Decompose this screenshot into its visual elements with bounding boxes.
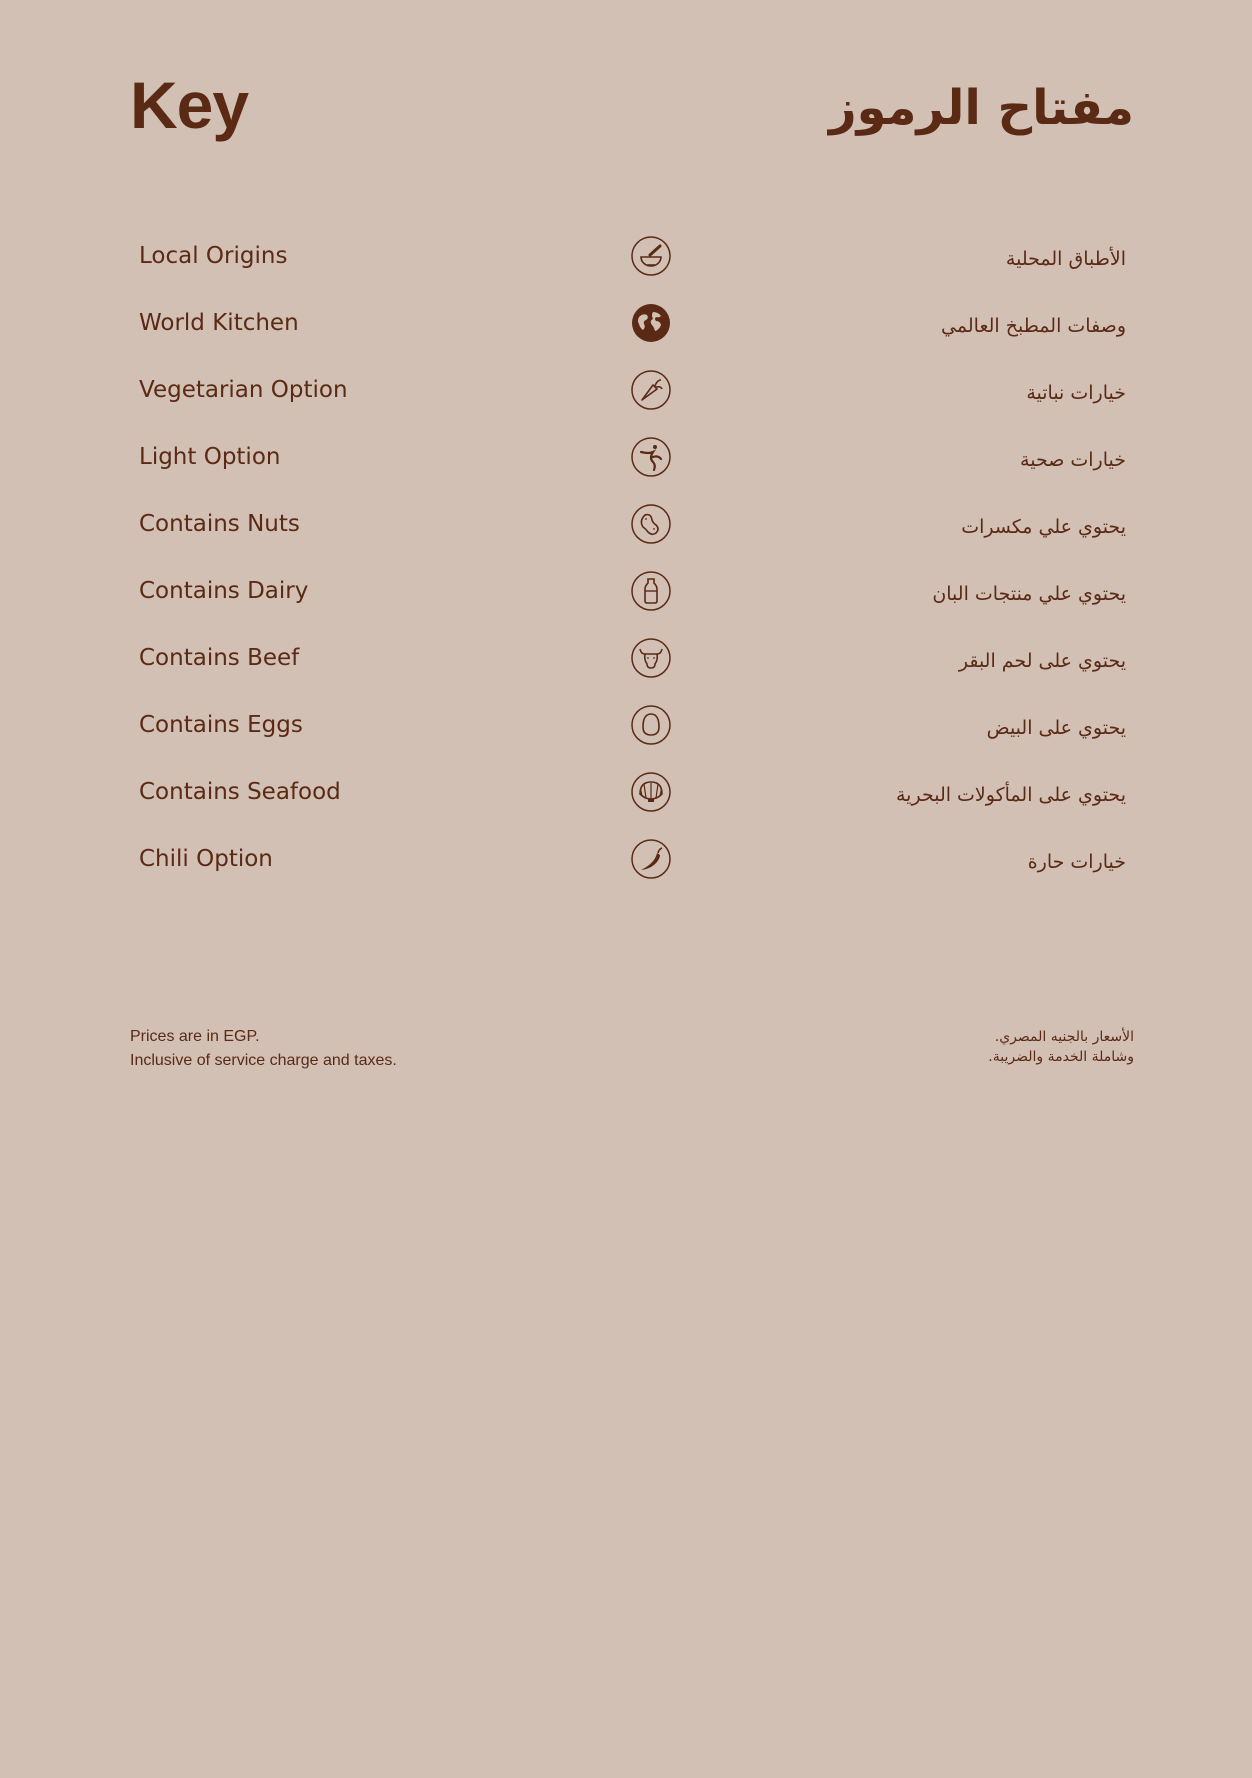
globe-icon	[631, 303, 671, 343]
legend-row-world-kitchen	[0, 295, 1252, 351]
chili-icon	[631, 839, 671, 879]
legend-label-ar: الأطباق المحلية	[1005, 248, 1126, 270]
legend-label-en: Local Origins	[139, 243, 288, 269]
carrot-icon	[631, 370, 671, 410]
shell-icon	[631, 772, 671, 812]
legend-label-en: Contains Seafood	[139, 779, 341, 805]
milk-bottle-icon	[631, 571, 671, 611]
legend-label-ar: خيارات صحية	[1020, 449, 1126, 471]
legend-label-en: Chili Option	[139, 846, 273, 872]
peanut-icon	[631, 504, 671, 544]
legend-label-ar: يحتوي علي منتجات البان	[932, 583, 1126, 605]
legend-label-ar: يحتوي على المأكولات البحرية	[895, 784, 1126, 806]
note-line: الأسعار بالجنيه المصري.	[994, 1029, 1134, 1045]
legend-row-light-option	[0, 429, 1252, 485]
runner-icon	[631, 437, 671, 477]
legend-label-en: Contains Beef	[139, 645, 300, 671]
legend-row-contains-seafood	[0, 764, 1252, 820]
legend-label-en: Contains Eggs	[139, 712, 303, 738]
legend-label-ar: يحتوي على البيض	[986, 717, 1126, 739]
legend-row-local-origins	[0, 228, 1252, 284]
legend-label-ar: يحتوي على لحم البقر	[958, 650, 1126, 672]
note-line: وشاملة الخدمة والضريبة.	[988, 1049, 1134, 1065]
note-line: Prices are in EGP.	[130, 1028, 260, 1045]
legend-label-ar: يحتوي علي مكسرات	[961, 516, 1126, 538]
pricing-note-en	[130, 1025, 397, 1073]
mortar-pestle-icon	[631, 236, 671, 276]
legend-label-en: Contains Nuts	[139, 511, 300, 537]
legend-label-en: Light Option	[139, 444, 281, 470]
note-line: Inclusive of service charge and taxes.	[130, 1052, 397, 1069]
page-title-ar: مفتاح الرموز	[829, 80, 1134, 136]
legend-row-chili-option	[0, 831, 1252, 887]
legend-label-ar: وصفات المطبخ العالمي	[941, 315, 1126, 337]
legend-label-ar: خيارات حارة	[1027, 851, 1126, 873]
legend-label-en: Contains Dairy	[139, 578, 309, 604]
legend-label-ar: خيارات نباتية	[1026, 382, 1126, 404]
legend-row-contains-beef	[0, 630, 1252, 686]
legend-row-contains-eggs	[0, 697, 1252, 753]
egg-icon	[631, 705, 671, 745]
legend-row-vegetarian-option	[0, 362, 1252, 418]
legend-label-en: World Kitchen	[139, 310, 299, 336]
pricing-note-ar	[988, 1027, 1134, 1067]
legend-row-contains-dairy	[0, 563, 1252, 619]
cow-icon	[631, 638, 671, 678]
legend-label-en: Vegetarian Option	[139, 377, 348, 403]
legend-row-contains-nuts	[0, 496, 1252, 552]
page-title-en: Key	[130, 68, 249, 142]
